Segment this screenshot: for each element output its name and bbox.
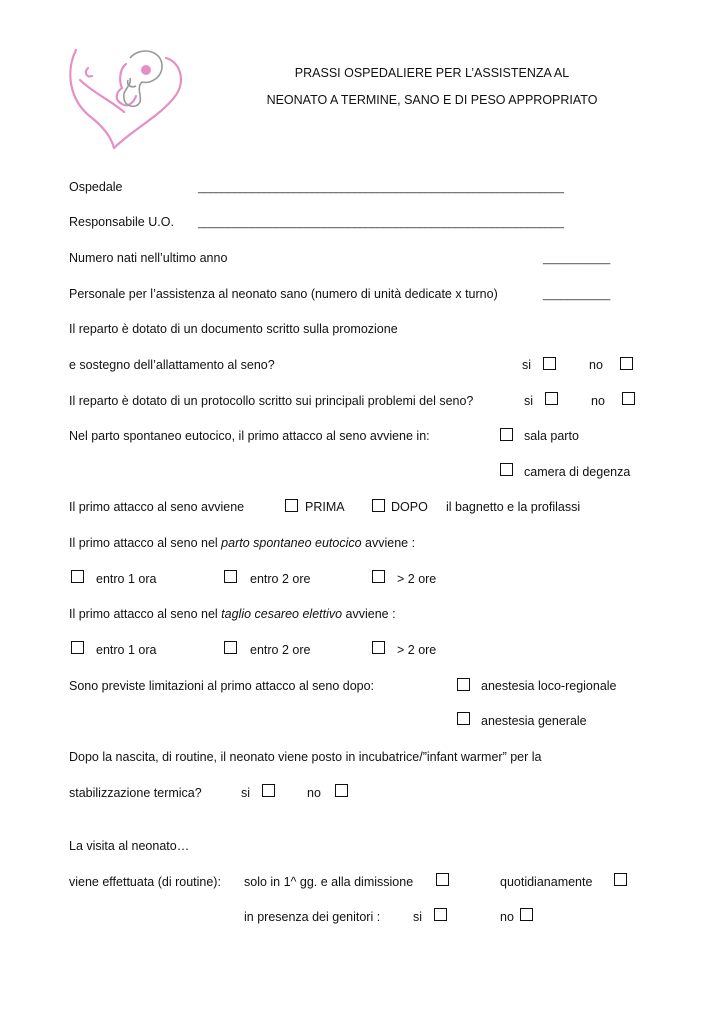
genitori-no-checkbox[interactable] [520,908,533,921]
cesareo-1ora-label: entro 1 ora [96,643,157,657]
documento-no-label: no [589,358,603,372]
prima-checkbox[interactable] [285,499,298,512]
sala-parto-label: sala parto [524,429,579,443]
ospedale-field[interactable]: _____________________________________________________________ [198,182,564,194]
incubatrice-no-checkbox[interactable] [335,784,348,797]
sala-parto-checkbox[interactable] [500,428,513,441]
visita-prima-label: solo in 1^ gg. e alla dimissione [244,875,414,889]
protocollo-no-label: no [591,394,605,408]
spontaneo-1ora-label: entro 1 ora [96,572,157,586]
cesareo-oltre2-checkbox[interactable] [372,641,385,654]
genitori-label: in presenza dei genitori : [244,910,381,924]
ospedale-label: Ospedale [69,180,123,194]
incubatrice-si-label: si [241,786,251,800]
visita-quotidiana-checkbox[interactable] [614,873,627,886]
anestesia-generale-checkbox[interactable] [457,712,470,725]
dopo-label: DOPO [391,500,428,514]
incubatrice-si-checkbox[interactable] [262,784,275,797]
protocollo-question: Il reparto è dotato di un protocollo scritto sui principali problemi del seno? [69,394,474,408]
spontaneo-tempo-question: Il primo attacco al seno nel parto spontaneo eutocico avviene : [69,536,416,550]
cesareo-oltre2-label: > 2 ore [397,643,437,657]
visita-heading: La visita al neonato… [69,839,190,853]
incubatrice-question-line1: Dopo la nascita, di routine, il neonato viene posto in incubatrice/”infant warmer” per la [69,750,542,764]
anestesia-generale-label: anestesia generale [481,714,587,728]
spontaneo-2ore-checkbox[interactable] [224,570,237,583]
numero-nati-field[interactable]: ___________ [543,253,611,265]
responsabile-field[interactable]: _____________________________________________________________ [198,217,564,229]
cesareo-1ora-checkbox[interactable] [71,641,84,654]
anestesia-loco-label: anestesia loco-regionale [481,679,617,693]
documento-question-line2: e sostegno dell’allattamento al seno? [69,358,275,372]
spontaneo-1ora-checkbox[interactable] [71,570,84,583]
camera-degenza-label: camera di degenza [524,465,631,479]
genitori-si-checkbox[interactable] [434,908,447,921]
camera-degenza-checkbox[interactable] [500,463,513,476]
incubatrice-question-line2: stabilizzazione termica? [69,786,202,800]
parto-spontaneo-question: Nel parto spontaneo eutocico, il primo attacco al seno avviene in: [69,429,430,443]
bagnetto-question: Il primo attacco al seno avviene [69,500,245,514]
documento-no-checkbox[interactable] [620,357,633,370]
visita-label: viene effettuata (di routine): [69,875,221,889]
document-title-line2: NEONATO A TERMINE, SANO E DI PESO APPROPRIATO [266,93,598,107]
spontaneo-2ore-label: entro 2 ore [250,572,311,586]
limitazioni-question: Sono previste limitazioni al primo attacco al seno dopo: [69,679,375,693]
genitori-no-label: no [500,910,514,924]
prima-label: PRIMA [305,500,345,514]
personale-field[interactable]: ___________ [543,289,611,301]
incubatrice-no-label: no [307,786,321,800]
documento-question-line1: Il reparto è dotato di un documento scritto sulla promozione [69,322,398,336]
visita-prima-checkbox[interactable] [436,873,449,886]
anestesia-loco-checkbox[interactable] [457,678,470,691]
cesareo-2ore-checkbox[interactable] [224,641,237,654]
spontaneo-oltre2-checkbox[interactable] [372,570,385,583]
protocollo-si-label: si [524,394,534,408]
personale-label: Personale per l’assistenza al neonato sano (numero di unità dedicate x turno) [69,287,498,301]
responsabile-label: Responsabile U.O. [69,215,174,229]
protocollo-no-checkbox[interactable] [622,392,635,405]
visita-quotidiana-label: quotidianamente [500,875,593,889]
dopo-checkbox[interactable] [372,499,385,512]
spontaneo-oltre2-label: > 2 ore [397,572,437,586]
mother-baby-heart-logo-icon [62,40,192,155]
bagnetto-suffix: il bagnetto e la profilassi [446,500,581,514]
documento-si-label: si [522,358,532,372]
documento-si-checkbox[interactable] [543,357,556,370]
cesareo-tempo-question: Il primo attacco al seno nel taglio cesareo elettivo avviene : [69,607,396,621]
cesareo-2ore-label: entro 2 ore [250,643,311,657]
genitori-si-label: si [413,910,423,924]
protocollo-si-checkbox[interactable] [545,392,558,405]
document-title-line1: PRASSI OSPEDALIERE PER L’ASSISTENZA AL [294,66,570,80]
numero-nati-label: Numero nati nell’ultimo anno [69,251,228,265]
